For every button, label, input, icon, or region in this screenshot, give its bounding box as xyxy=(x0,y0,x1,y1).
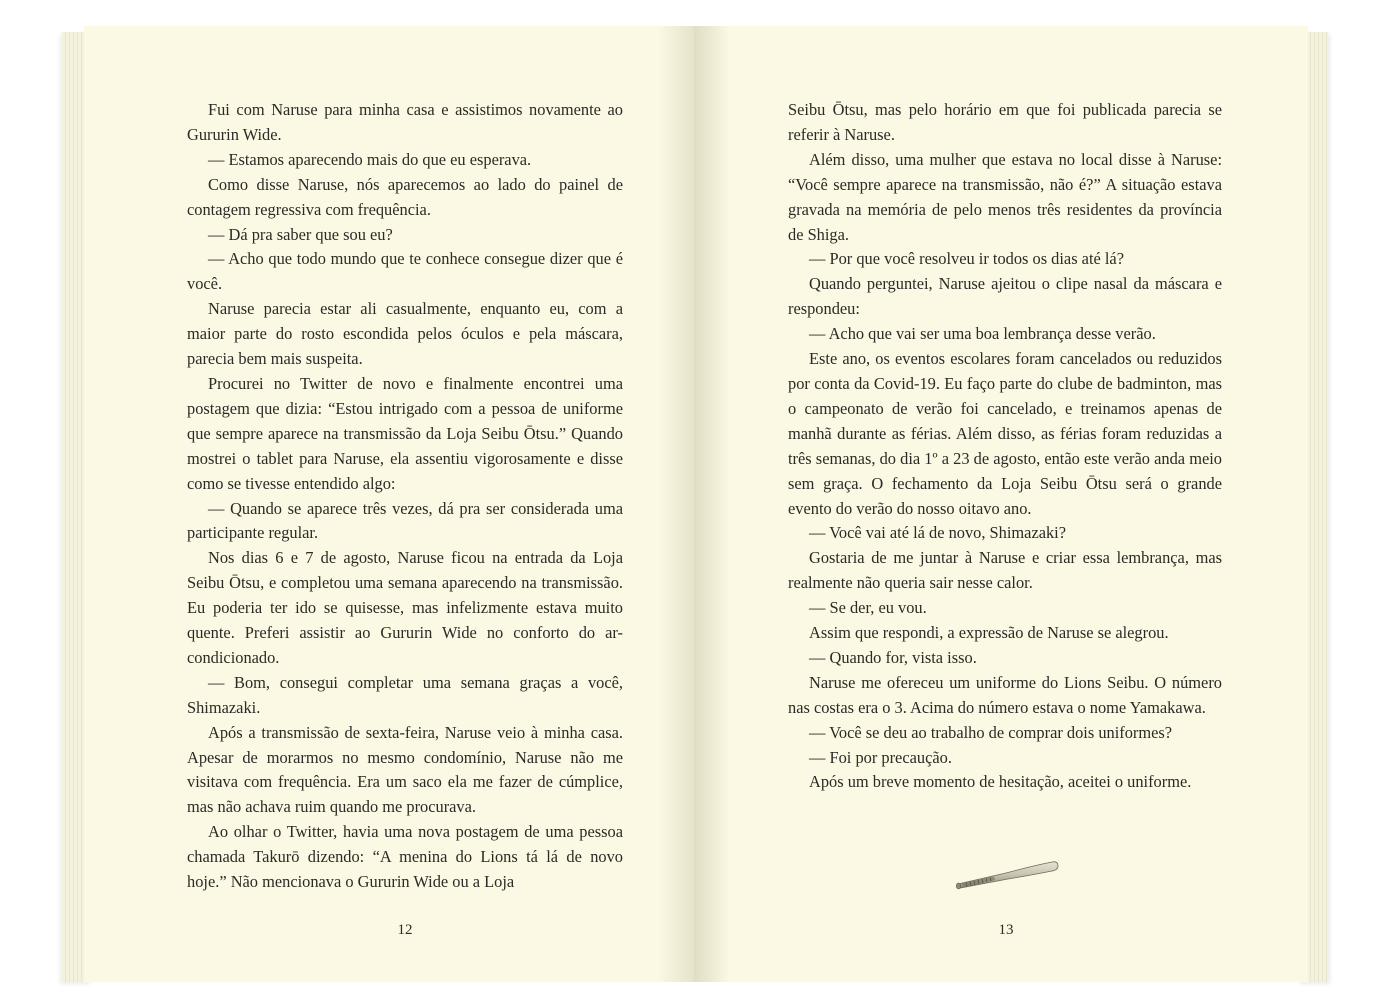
paragraph: — Você vai até lá de novo, Shimazaki? xyxy=(809,523,1067,543)
paragraph: Naruse me ofereceu um uniforme do Lions Seibu. O número nas costas era o 3. Acima do número estava o nome Yamakawa. xyxy=(788,672,1222,717)
paragraph: Este ano, os eventos escolares foram cancelados ou reduzidos por conta da Covid-19. Eu faço parte do clube de badminton, mas o campeonato de verão foi cancelado, e treinamos apenas de manhã durante as férias. Além disso, as férias foram reduzidas a três semanas, do dia 1º a 23 de agosto, então este verão anda meio sem graça. O fechamento da Loja Seibu Ōtsu será o grande evento do verão do nosso oitavo ano. xyxy=(788,349,1222,518)
paragraph: — Por que você resolveu ir todos os dias até lá? xyxy=(809,249,1124,269)
right-page-text xyxy=(788,98,1222,795)
left-page xyxy=(84,26,694,982)
paragraph: Após a transmissão de sexta-feira, Naruse veio à minha casa. Apesar de morarmos no mesmo condomínio, Naruse não me visitava com frequência. Era um saco ela me fazer de cúmplice, mas não achava ruim quando me procurava. xyxy=(187,722,623,817)
page-number-left: 12 xyxy=(397,922,413,938)
paragraph: Fui com Naruse para minha casa e assistimos novamente ao Gururin Wide. xyxy=(187,100,623,144)
paragraph: Após um breve momento de hesitação, aceitei o uniforme. xyxy=(809,772,1192,792)
paragraph: Ao olhar o Twitter, havia uma nova postagem de uma pessoa chamada Takurō dizendo: “A menina do Lions tá lá de novo hoje.” Não mencionava o Gururin Wide ou a Loja xyxy=(187,822,623,892)
paragraph: — Você se deu ao trabalho de comprar dois uniformes? xyxy=(809,722,1173,742)
paragraph: Procurei no Twitter de novo e finalmente encontrei uma postagem que dizia: “Estou intrigado com a pessoa de uniforme que sempre aparece na transmissão da Loja Seibu Ōtsu.” Quando mostrei o tablet para Naruse, ela assentiu vigorosamente e disse como se tivesse entendido algo: xyxy=(187,373,623,493)
paragraph: Nos dias 6 e 7 de agosto, Naruse ficou na entrada da Loja Seibu Ōtsu, e completou uma semana aparecendo na transmissão. Eu poderia ter ido se quisesse, mas infelizmente estava muito quente. Preferi assistir ao Gururin Wide no conforto do ar-condicionado. xyxy=(187,548,623,667)
paragraph: — Bom, consegui completar uma semana graças a você, Shimazaki. xyxy=(187,672,623,717)
paragraph: — Foi por precaução. xyxy=(809,747,952,767)
paragraph: — Quando for, vista isso. xyxy=(809,647,977,667)
paragraph: Como disse Naruse, nós aparecemos ao lado do painel de contagem regressiva com frequência. xyxy=(187,174,623,219)
paragraph: Assim que respondi, a expressão de Naruse se alegrou. xyxy=(809,623,1169,643)
paragraph: — Quando se aparece três vezes, dá pra ser considerada uma participante regular. xyxy=(187,498,623,543)
paragraph-continuation: Seibu Ōtsu, mas pelo horário em que foi publicada parecia se referir à Naruse. xyxy=(788,100,1222,144)
paragraph: — Acho que vai ser uma boa lembrança desse verão. xyxy=(809,324,1156,344)
right-page xyxy=(694,26,1308,982)
paragraph: Além disso, uma mulher que estava no local disse à Naruse: “Você sempre aparece na transmissão, não é?” A situação estava gravada na memória de pelo menos três residentes da província de Shiga. xyxy=(788,149,1222,244)
paragraph: — Se der, eu vou. xyxy=(809,598,927,618)
page-number-right: 13 xyxy=(998,922,1014,938)
open-book xyxy=(62,26,1328,982)
left-page-text xyxy=(187,98,623,895)
paragraph: Gostaria de me juntar à Naruse e criar essa lembrança, mas realmente não queria sair nesse calor. xyxy=(788,548,1222,593)
paragraph: Quando perguntei, Naruse ajeitou o clipe nasal da máscara e respondeu: xyxy=(788,274,1222,319)
paragraph: Naruse parecia estar ali casualmente, enquanto eu, com a maior parte do rosto escondida pelos óculos e pela máscara, parecia bem mais suspeita. xyxy=(187,299,623,369)
paragraph: — Dá pra saber que sou eu? xyxy=(208,224,393,244)
paragraph: — Acho que todo mundo que te conhece consegue dizer que é você. xyxy=(187,249,623,294)
paragraph: — Estamos aparecendo mais do que eu esperava. xyxy=(208,149,532,169)
baseball-bat-icon xyxy=(952,858,1062,892)
